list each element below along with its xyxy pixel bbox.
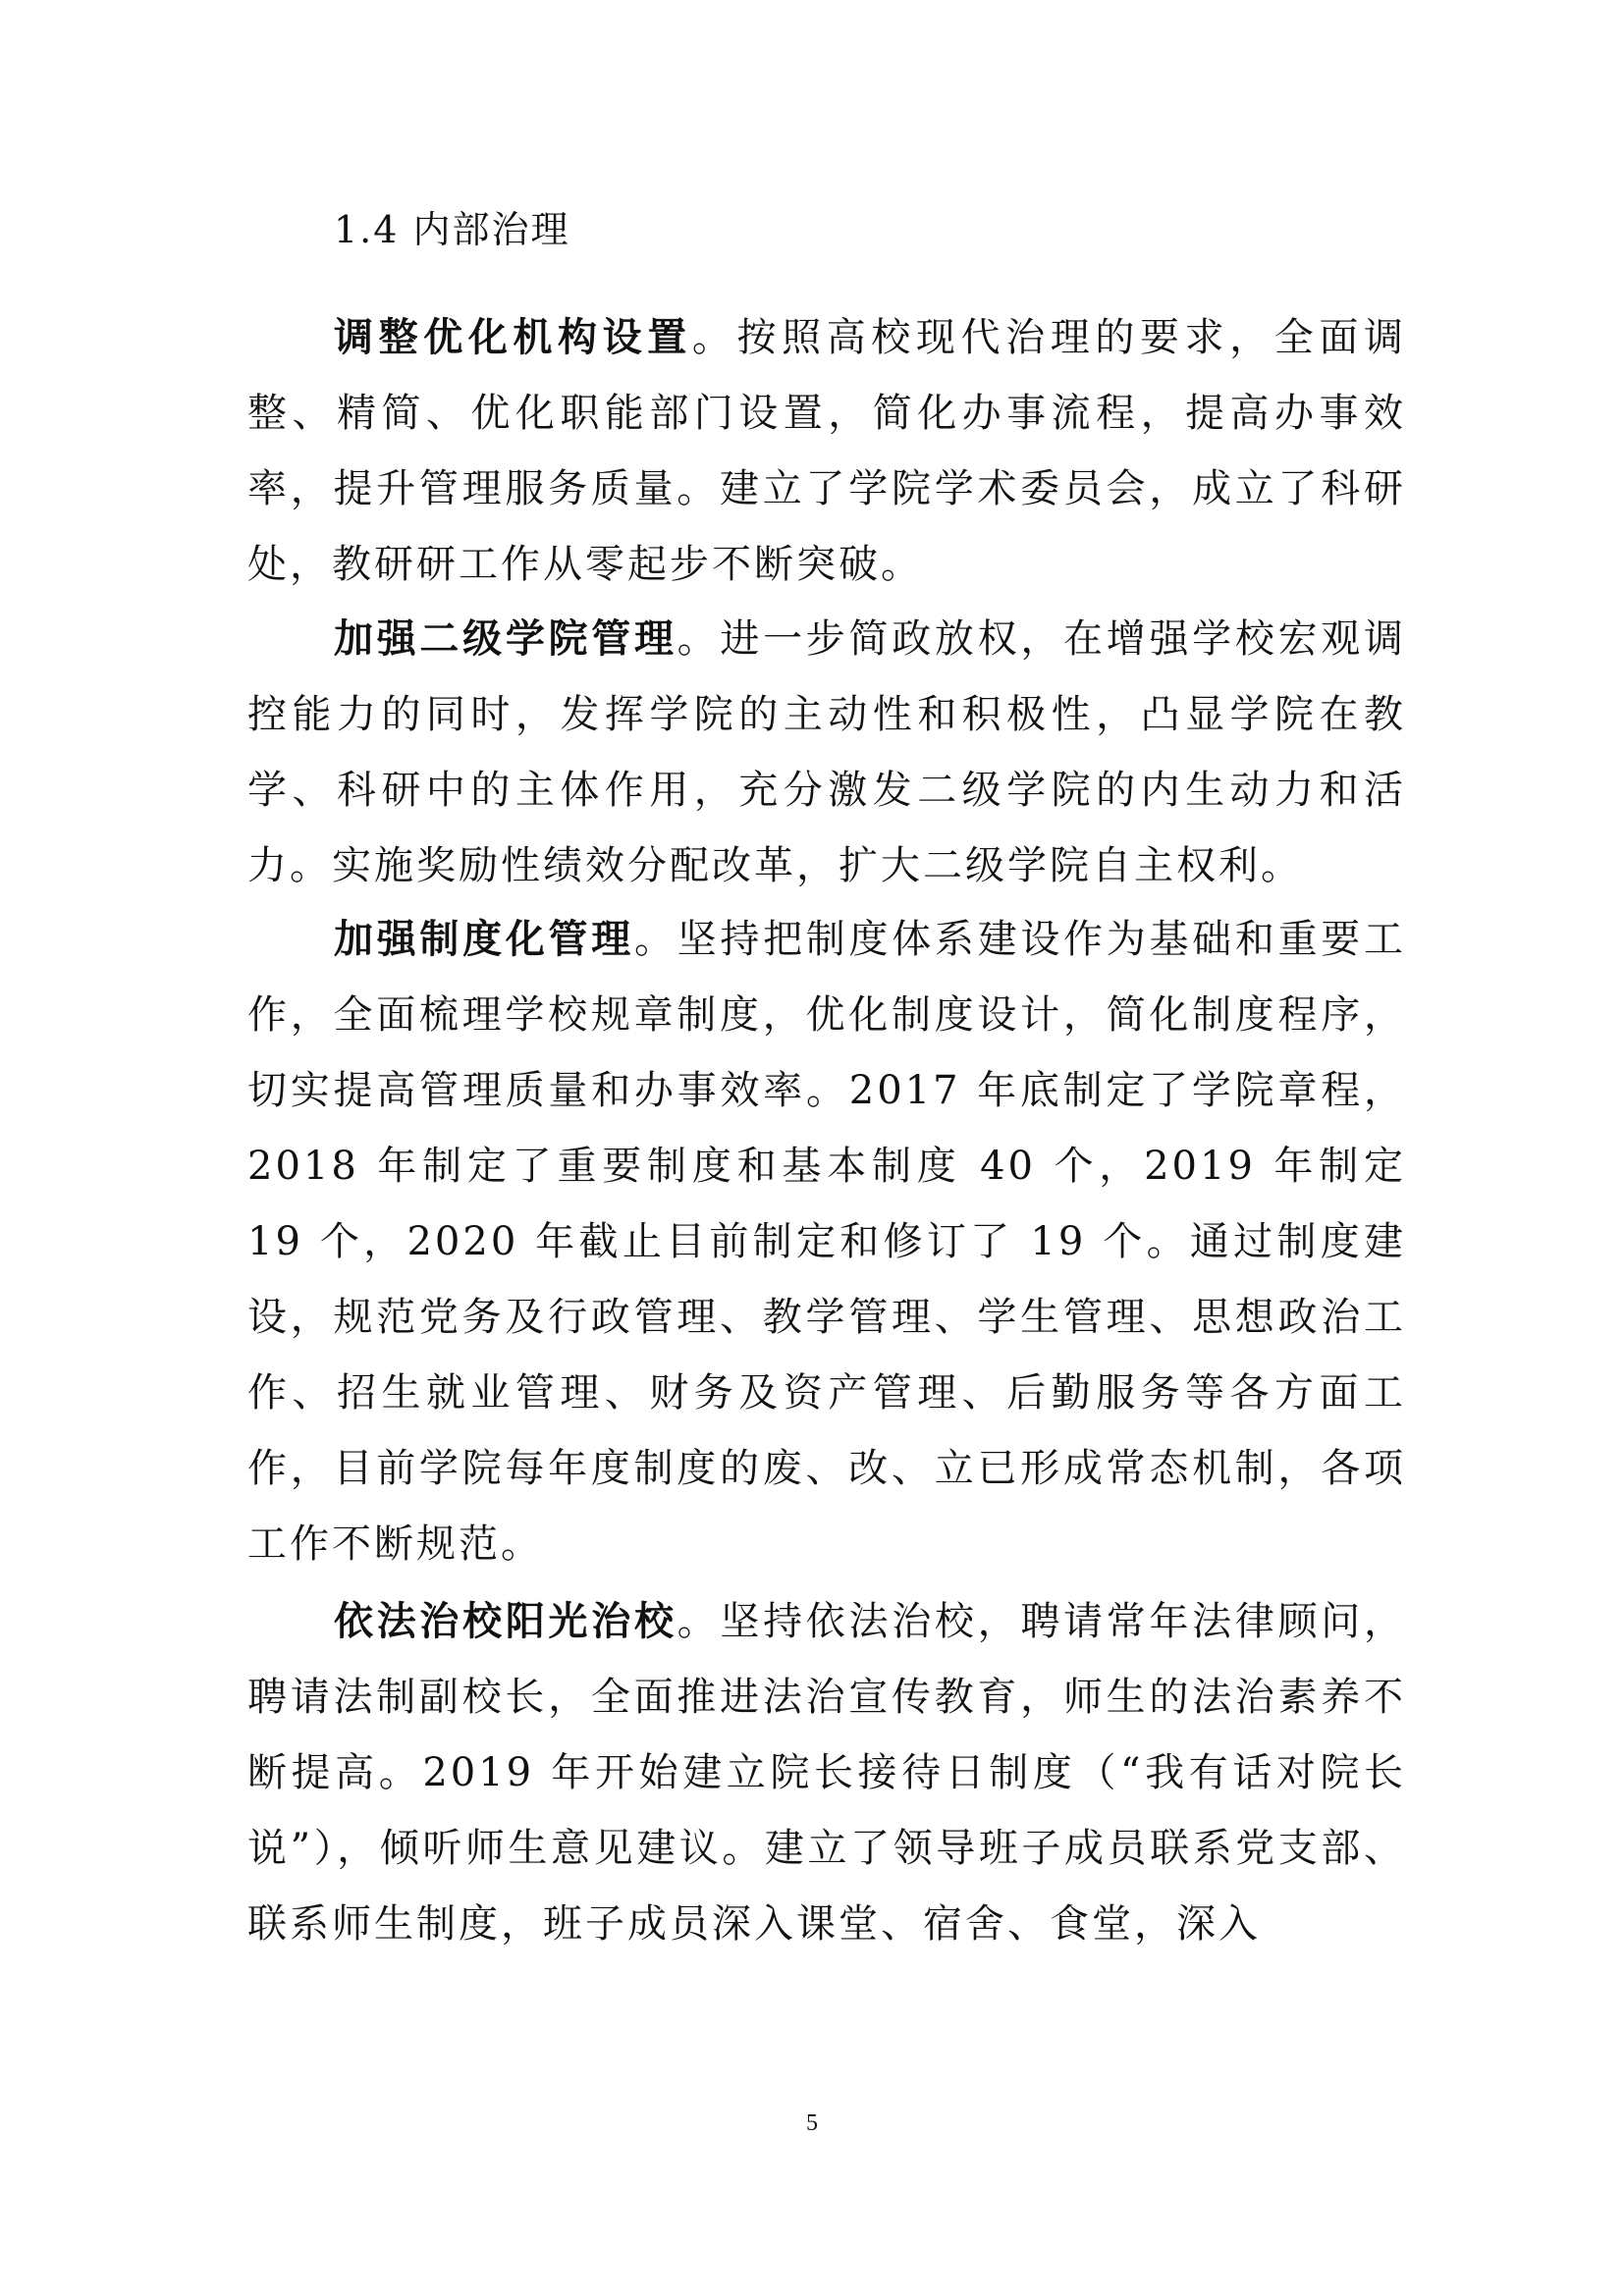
paragraph-body: 。按照高校现代治理的要求，全面调整、精简、优化职能部门设置，简化办事流程，提高办事效率，提升管理服务质量。建立了学院学术委员会，成立了科研处，教研研工作从零起步不断突破。 xyxy=(247,315,1407,587)
paragraph-heading: 依法治校阳光治校 xyxy=(334,1598,677,1644)
page-number: 5 xyxy=(806,2110,818,2136)
paragraph-institutional-management xyxy=(247,901,1406,1582)
paragraph-rule-of-law xyxy=(247,1583,1406,1962)
paragraph-institution-setup xyxy=(247,299,1406,603)
section-title: 1.4 内部治理 xyxy=(334,208,570,251)
paragraph-secondary-college xyxy=(247,601,1406,904)
paragraph-body: 。进一步简政放权，在增强学校宏观调控能力的同时，发挥学院的主动性和积极性，凸显学院在教学、科研中的主体作用，充分激发二级学院的内生动力和活力。实施奖励性绩效分配改革，扩大二级学院自主权利。 xyxy=(247,616,1407,888)
paragraph-body: 。坚持把制度体系建设作为基础和重要工作，全面梳理学校规章制度，优化制度设计，简化制度程序，切实提高管理质量和办事效率。2017 年底制定了学院章程，2018 年制定了重要制度和基本制度 40 个，2019 年制定 19 个，2020 年截止目前制定和修订了 19 个。通过制度建设，规范党务及行政管理、教学管理、学生管理、思想政治工作、招生就业管理、财务及资产管理、后勤服务等各方面工作，目前学院每年度制度的废、改、立已形成常态机制，各项工作不断规范。 xyxy=(247,917,1407,1567)
paragraph-heading: 加强二级学院管理 xyxy=(334,615,677,662)
paragraph-heading: 调整优化机构设置 xyxy=(334,314,692,360)
paragraph-body: 。坚持依法治校，聘请常年法律顾问，聘请法制副校长，全面推进法治宣传教育，师生的法治素养不断提高。2019 年开始建立院长接待日制度（“我有话对院长说”），倾听师生意见建议。建立了领导班子成员联系党支部、联系师生制度，班子成员深入课堂、宿舍、食堂，深入 xyxy=(247,1599,1407,1947)
paragraph-heading: 加强制度化管理 xyxy=(334,916,634,962)
